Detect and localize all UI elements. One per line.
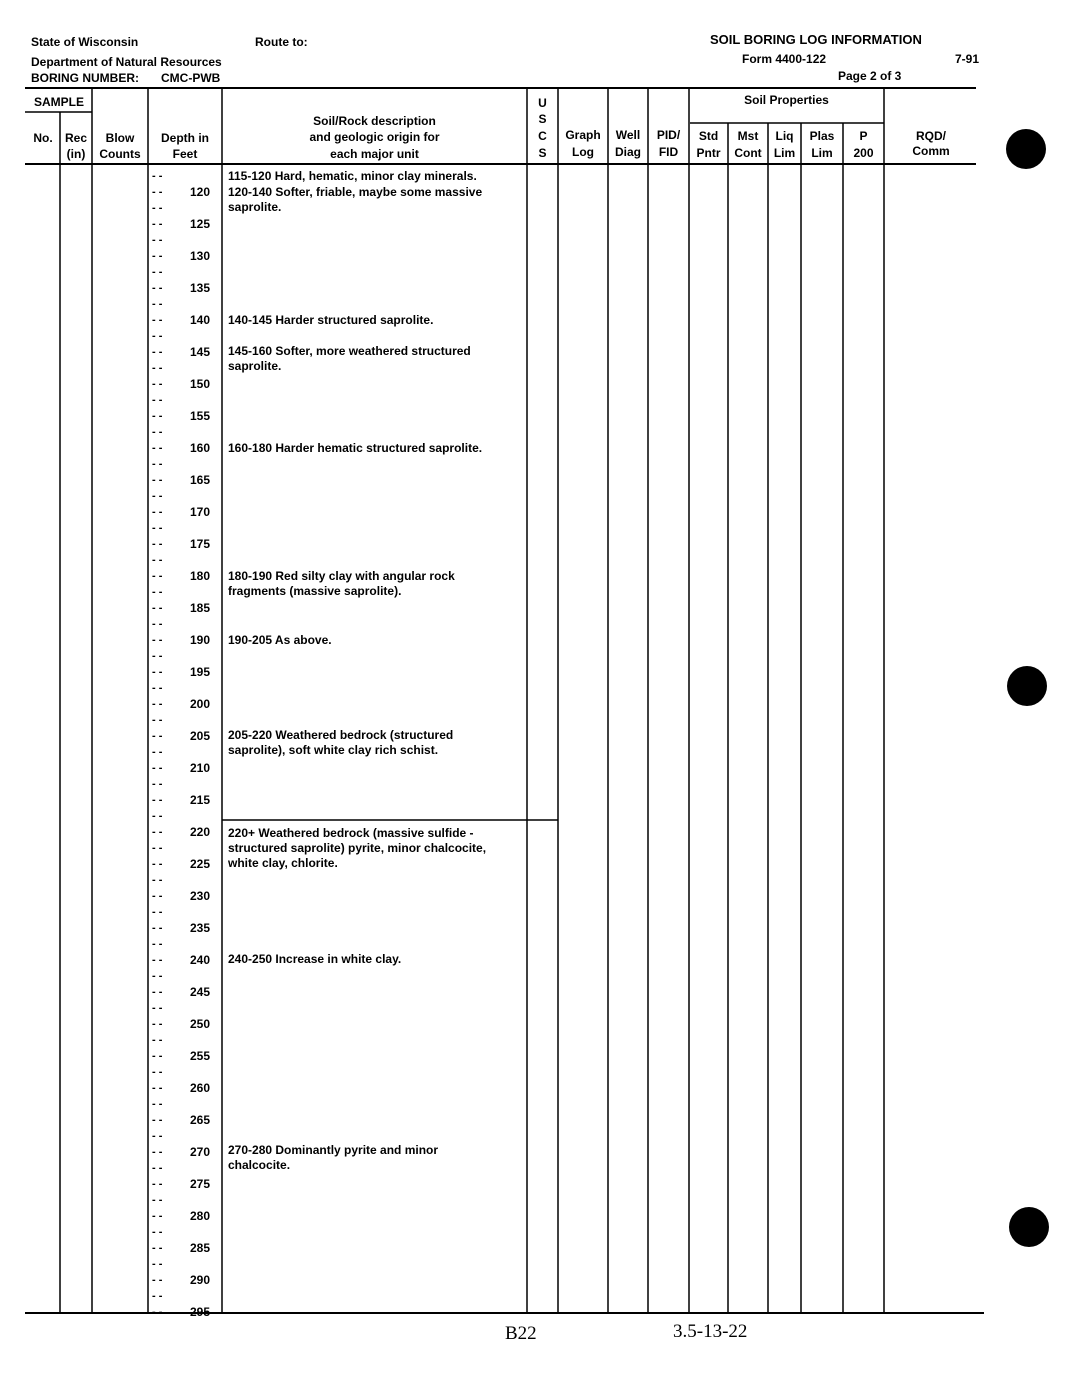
depth-mark: 230 — [189, 889, 210, 903]
desc-180-190: 180-190 Red silty clay with angular rock fragments (massive saprolite). — [228, 569, 455, 598]
depth-dash: - - — [152, 1114, 163, 1126]
col-no: No. — [33, 131, 53, 145]
depth-dash: - - — [152, 170, 163, 182]
depth-dash: - - — [152, 698, 163, 710]
depth-mark: 260 — [189, 1081, 210, 1095]
depth-mark: 180 — [189, 569, 210, 583]
col-p: P — [859, 129, 868, 143]
depth-dash: - - — [152, 314, 163, 326]
depth-dash: - - — [152, 554, 163, 566]
depth-mark: 265 — [189, 1113, 210, 1127]
depth-mark: 125 — [189, 217, 210, 231]
boring-number-label: BORING NUMBER: — [31, 71, 139, 85]
col-liq: Liq — [775, 129, 794, 143]
depth-mark: 200 — [189, 697, 210, 711]
desc-240-250: 240-250 Increase in white clay. — [228, 952, 402, 966]
depth-dash: - - — [152, 1306, 163, 1318]
depth-dash: - - — [152, 970, 163, 982]
col-std-pntr: Pntr — [696, 146, 721, 160]
desc-220-plus: 220+ Weathered bedrock (massive sulfide - structured saprolite) pyrite, minor chalcocite, white clay, chlorite. — [228, 826, 487, 870]
col-std: Std — [698, 129, 719, 143]
desc-145-160: 145-160 Softer, more weathered structured saprolite. — [228, 344, 471, 373]
depth-dash: - - — [152, 922, 163, 934]
depth-mark: 215 — [189, 793, 210, 807]
depth-dash: - - — [152, 890, 163, 902]
col-plas-lim: Lim — [811, 146, 833, 160]
col-well: Well — [615, 128, 641, 142]
depth-dash: - - — [152, 474, 163, 486]
desc-205-220: 205-220 Weathered bedrock (structured saprolite), soft white clay rich schist. — [228, 728, 454, 757]
depth-dash: - - — [152, 394, 163, 406]
depth-dash: - - — [152, 282, 163, 294]
col-liq-lim: Lim — [773, 146, 796, 160]
depth-mark: 140 — [189, 313, 210, 327]
depth-mark: 240 — [189, 953, 210, 967]
col-rqd: RQD/ — [916, 129, 946, 143]
col-uscs-s: S — [538, 112, 547, 126]
depth-dash: - - — [152, 1290, 163, 1302]
depth-dash: - - — [152, 234, 163, 246]
col-soil-properties: Soil Properties — [744, 93, 829, 107]
depth-mark: 290 — [189, 1273, 210, 1287]
depth-dash: - - — [152, 1258, 163, 1270]
route-to: Route to: — [255, 35, 308, 49]
depth-dash: - - — [152, 778, 163, 790]
col-rec: Rec — [64, 131, 87, 145]
col-uscs-c: C — [538, 129, 547, 143]
col-blow-counts: Counts — [99, 147, 141, 161]
depth-dash: - - — [152, 602, 163, 614]
col-depth: Depth in — [161, 131, 209, 145]
depth-dash: - - — [152, 618, 163, 630]
depth-mark: 235 — [189, 921, 210, 935]
depth-mark: 165 — [189, 473, 210, 487]
col-desc-line3: each major unit — [330, 147, 419, 161]
depth-mark: 225 — [189, 857, 210, 871]
desc-190-205: 190-205 As above. — [228, 633, 332, 647]
depth-dash: - - — [152, 682, 163, 694]
col-plas: Plas — [809, 129, 835, 143]
depth-dash: - - — [152, 1146, 163, 1158]
col-desc-line1: Soil/Rock description — [313, 114, 436, 128]
col-mst-cont: Cont — [734, 146, 762, 160]
depth-dash: - - — [152, 330, 163, 342]
col-pid: PID/ — [656, 128, 681, 142]
depth-dash: - - — [152, 650, 163, 662]
col-p200: 200 — [853, 146, 874, 160]
depth-dash: - - — [152, 1242, 163, 1254]
depth-mark: 150 — [189, 377, 210, 391]
depth-dash: - - — [152, 842, 163, 854]
col-blow: Blow — [105, 131, 135, 145]
depth-dash: - - — [152, 506, 163, 518]
depth-dash: - - — [152, 1274, 163, 1286]
depth-dash: - - — [152, 1034, 163, 1046]
depth-mark: 285 — [189, 1241, 210, 1255]
depth-dash: - - — [152, 442, 163, 454]
depth-mark: 195 — [189, 665, 210, 679]
depth-dash: - - — [152, 810, 163, 822]
depth-dash: - - — [152, 1002, 163, 1014]
depth-dash: - - — [152, 762, 163, 774]
depth-dash: - - — [152, 490, 163, 502]
depth-mark: 220 — [189, 825, 210, 839]
depth-dash: - - — [152, 458, 163, 470]
depth-mark: 130 — [189, 249, 210, 263]
col-sample: SAMPLE — [33, 95, 84, 109]
binder-hole-top — [1006, 129, 1046, 169]
col-graph: Graph — [565, 128, 601, 142]
document-code: 3.5-13-22 — [673, 1321, 748, 1342]
depth-mark: 245 — [189, 985, 210, 999]
depth-dash: - - — [152, 266, 163, 278]
form-number: Form 4400-122 — [742, 52, 827, 66]
depth-dash: - - — [152, 954, 163, 966]
desc-270-280: 270-280 Dominantly pyrite and minor chalcocite. — [228, 1143, 439, 1172]
desc-115-120: 115-120 Hard, hematic, minor clay minerals. — [228, 169, 477, 183]
depth-dash: - - — [152, 730, 163, 742]
depth-mark: 275 — [189, 1177, 210, 1191]
depth-dash: - - — [152, 874, 163, 886]
depth-mark: 210 — [189, 761, 210, 775]
depth-dash: - - — [152, 346, 163, 358]
agency-department: Department of Natural Resources — [31, 55, 222, 69]
depth-dash: - - — [152, 858, 163, 870]
col-mst: Mst — [737, 129, 759, 143]
depth-dash: - - — [152, 522, 163, 534]
depth-dash: - - — [152, 378, 163, 390]
depth-dash: - - — [152, 410, 163, 422]
depth-dash: - - — [152, 186, 163, 198]
depth-dash: - - — [152, 1194, 163, 1206]
depth-mark: 295 — [189, 1305, 210, 1319]
binder-hole-middle — [1007, 666, 1047, 706]
depth-dash: - - — [152, 746, 163, 758]
depth-mark: 190 — [189, 633, 210, 647]
depth-dash: - - — [152, 938, 163, 950]
depth-dash: - - — [152, 666, 163, 678]
form-date: 7-91 — [955, 52, 980, 66]
log-title: SOIL BORING LOG INFORMATION — [710, 32, 922, 47]
desc-140-145: 140-145 Harder structured saprolite. — [228, 313, 434, 327]
depth-mark: 280 — [189, 1209, 210, 1223]
depth-mark: 120 — [189, 185, 210, 199]
depth-dash: - - — [152, 538, 163, 550]
depth-mark: 170 — [189, 505, 210, 519]
depth-dash: - - — [152, 1130, 163, 1142]
depth-mark: 145 — [189, 345, 210, 359]
depth-dash: - - — [152, 634, 163, 646]
col-well-diag: Diag — [614, 145, 641, 159]
depth-dash: - - — [152, 1098, 163, 1110]
depth-dash: - - — [152, 1178, 163, 1190]
depth-dash: - - — [152, 1162, 163, 1174]
depth-dash: - - — [152, 714, 163, 726]
depth-dash: - - — [152, 570, 163, 582]
desc-160-180: 160-180 Harder hematic structured saprolite. — [228, 441, 483, 455]
depth-dash: - - — [152, 794, 163, 806]
col-rec-unit: (in) — [66, 147, 86, 161]
depth-mark: 160 — [189, 441, 210, 455]
agency-state: State of Wisconsin — [31, 35, 139, 49]
depth-dash: - - — [152, 250, 163, 262]
depth-mark: 250 — [189, 1017, 210, 1031]
boring-number: CMC-PWB — [161, 71, 221, 85]
depth-mark: 205 — [189, 729, 210, 743]
depth-dash: - - — [152, 1018, 163, 1030]
col-rqd-comm: Comm — [912, 144, 950, 158]
depth-mark: 255 — [189, 1049, 210, 1063]
col-depth-unit: Feet — [172, 147, 198, 161]
desc-120-140: 120-140 Softer, friable, maybe some massive saprolite. — [228, 185, 483, 214]
col-uscs-u: U — [538, 96, 547, 110]
depth-dash: - - — [152, 1082, 163, 1094]
depth-mark: 135 — [189, 281, 210, 295]
depth-dash: - - — [152, 218, 163, 230]
depth-dash: - - — [152, 826, 163, 838]
depth-mark: 185 — [189, 601, 210, 615]
depth-dash: - - — [152, 1050, 163, 1062]
page-info: Page 2 of 3 — [838, 69, 902, 83]
depth-mark: 155 — [189, 409, 210, 423]
depth-dash: - - — [152, 362, 163, 374]
depth-dash: - - — [152, 202, 163, 214]
col-desc-line2: and geologic origin for — [309, 130, 440, 144]
col-pid-fid: FID — [658, 145, 679, 159]
binder-hole-bottom — [1009, 1207, 1049, 1247]
depth-dash: - - — [152, 426, 163, 438]
depth-dash: - - — [152, 906, 163, 918]
col-graph-log: Log — [572, 145, 594, 159]
depth-dash: - - — [152, 1066, 163, 1078]
depth-dash: - - — [152, 586, 163, 598]
depth-mark: 175 — [189, 537, 210, 551]
depth-dash: - - — [152, 1226, 163, 1238]
col-uscs-s2: S — [538, 146, 547, 160]
depth-mark: 270 — [189, 1145, 210, 1159]
depth-dash: - - — [152, 986, 163, 998]
depth-dash: - - — [152, 298, 163, 310]
depth-dash: - - — [152, 1210, 163, 1222]
page-code: B22 — [505, 1323, 537, 1344]
